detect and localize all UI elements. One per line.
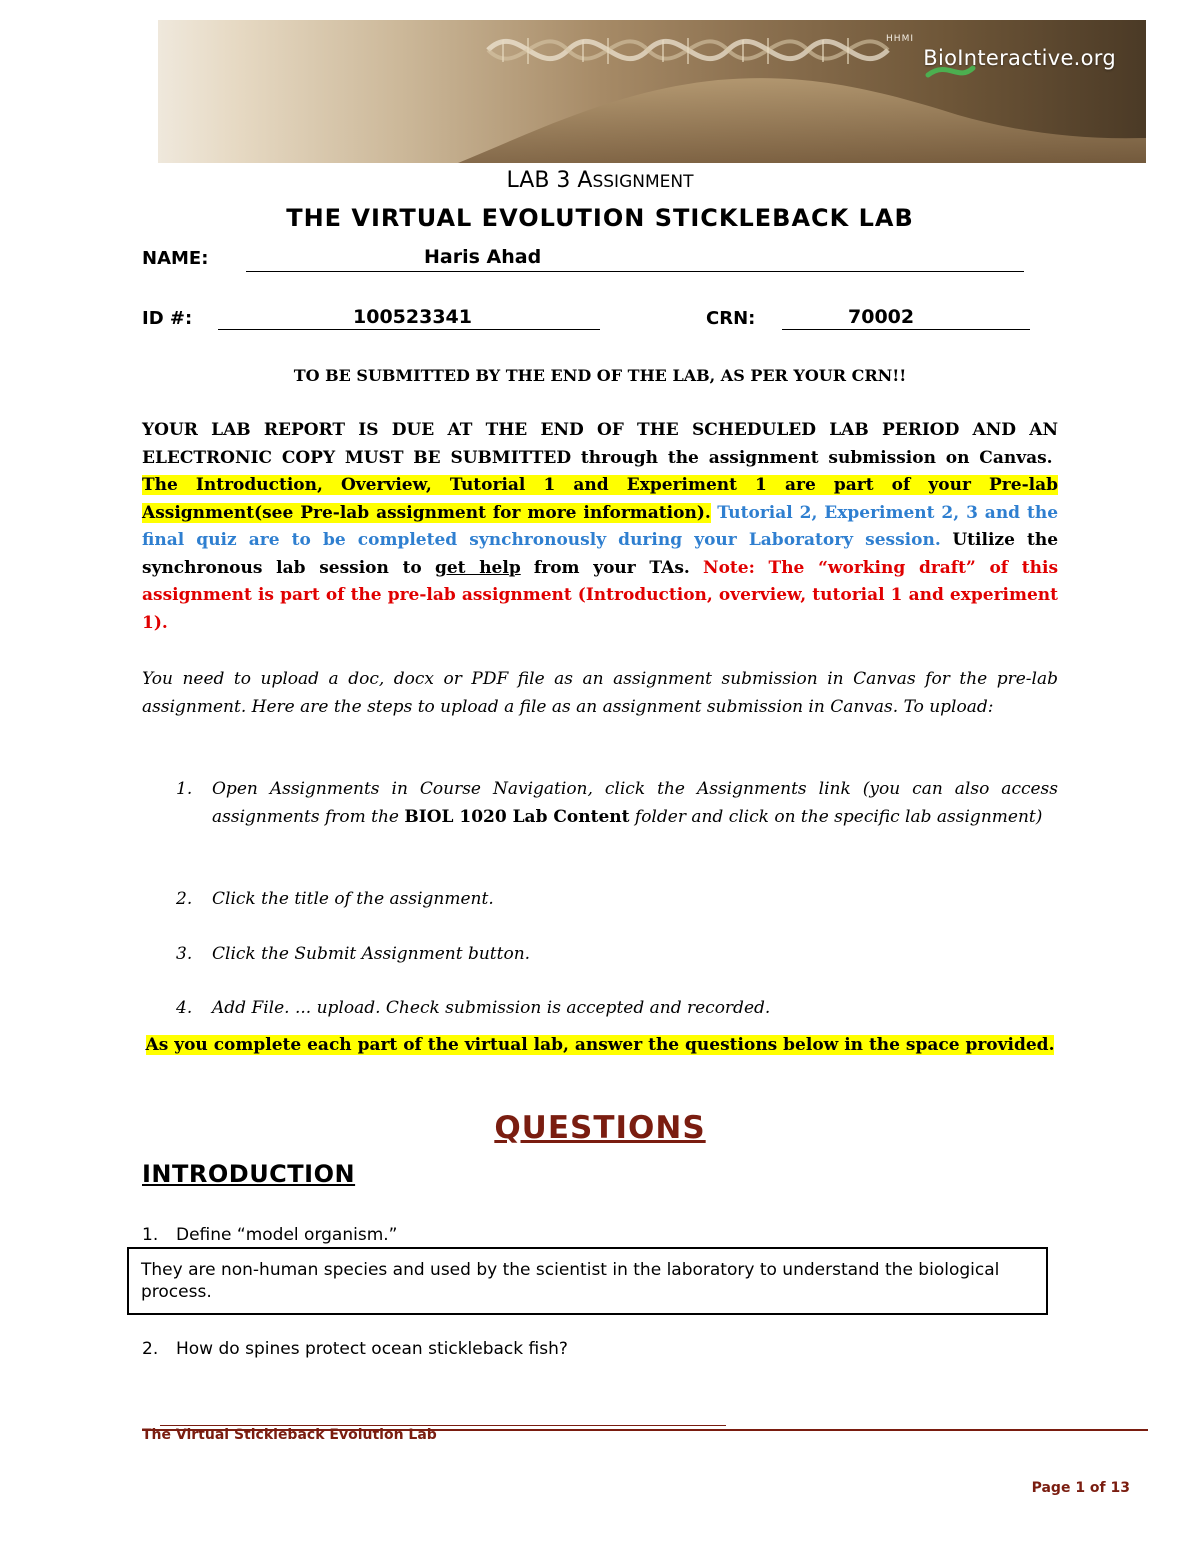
question-number: 2. (142, 1339, 159, 1359)
questions-heading: QUESTIONS (494, 1110, 706, 1146)
upload-intro: You need to upload a doc, docx or PDF file as an assignment submission in Canvas for the pre-lab assignment. Here are the steps to upload a file as an assignment submission in Canvas. To upload: (142, 669, 1058, 717)
page-number: Page 1 of 13 (1031, 1480, 1130, 1496)
question-text: Define “model organism.” (176, 1225, 398, 1245)
question-text: How do spines protect ocean stickleback fish? (176, 1339, 568, 1359)
hhmi-label: HHMI (886, 34, 914, 44)
question-1 (142, 1225, 397, 1245)
step-number: 4. (176, 998, 193, 1018)
question-number: 1. (142, 1225, 159, 1245)
crn-value: 70002 (848, 306, 915, 328)
name-underline (246, 250, 1024, 272)
help-text-a: Utilize the synchronous lab session to (142, 530, 1059, 578)
step-text: Open Assignments in Course Navigation, click the Assignments link (you can also access assignments from the (212, 779, 1058, 827)
step-2 (142, 886, 1058, 916)
biointeractive-logo: BioInteractive.org (923, 46, 1116, 70)
synchronous-note: Tutorial 2, Experiment 2, 3 and the final quiz are to be completed synchronously during your Laboratory session. (142, 502, 1059, 550)
get-help-text: get help (434, 557, 521, 578)
step-number: 1. (176, 779, 193, 799)
question-2 (142, 1339, 568, 1359)
step-text-cont: folder and click on the specific lab assignment) (634, 806, 1043, 827)
help-text-b: from your TAs. (533, 557, 690, 578)
step-number: 2. (176, 889, 193, 909)
course-folder-name: BIOL 1020 Lab Content (404, 806, 630, 827)
due-paragraph (142, 417, 1058, 637)
dna-landscape-image (158, 20, 1146, 163)
submit-notice: TO BE SUBMITTED BY THE END OF THE LAB, AS PER YOUR CRN!! (293, 366, 907, 385)
step-text: Add File. ... upload. Check submission is accepted and recorded. (212, 998, 771, 1018)
id-label: ID #: (142, 308, 193, 329)
step-1 (142, 776, 1058, 860)
introduction-heading: INTRODUCTION (142, 1160, 356, 1188)
footer-rule-short (160, 1425, 726, 1426)
lab-number-title (0, 168, 1200, 193)
step-3 (142, 941, 1058, 971)
step-4 (142, 995, 1058, 1025)
working-draft-note: Note: The “working draft” of this assignment is part of the pre-lab assignment (Introduction, overview, tutorial 1 and experiment 1). (142, 557, 1059, 633)
id-value: 100523341 (353, 306, 472, 328)
complete-note (142, 1030, 1058, 1060)
header-banner (158, 20, 1146, 163)
name-label: NAME: (142, 248, 209, 269)
footer-title: The Virtual Stickleback Evolution Lab (142, 1427, 437, 1443)
step-number: 3. (176, 944, 193, 964)
page-title: THE VIRTUAL EVOLUTION STICKLEBACK LAB (286, 204, 914, 232)
name-value: Haris Ahad (424, 246, 542, 268)
step-text: Click the Submit Assignment button. (212, 944, 531, 964)
complete-note-text: As you complete each part of the virtual lab, answer the questions below in the space provided. (145, 1035, 1055, 1055)
prelab-note: The Introduction, Overview, Tutorial 1 and Experiment 1 are part of your Pre-lab Assignment(see Pre-lab assignment for more information). (142, 475, 1058, 523)
step-text: Click the title of the assignment. (212, 889, 494, 909)
due-statement: YOUR LAB REPORT IS DUE AT THE END OF THE SCHEDULED LAB PERIOD AND AN ELECTRONIC COPY MUST BE SUBMITTED through the assignment submission on Canvas. (142, 420, 1058, 468)
crn-label: CRN: (706, 308, 756, 329)
answer-box-1[interactable]: They are non-human species and used by the scientist in the laboratory to understand the biological process. (127, 1247, 1048, 1315)
lab-title-prefix: LAB 3 A (506, 168, 593, 193)
lab-title-suffix: SSIGNMENT (592, 172, 694, 192)
